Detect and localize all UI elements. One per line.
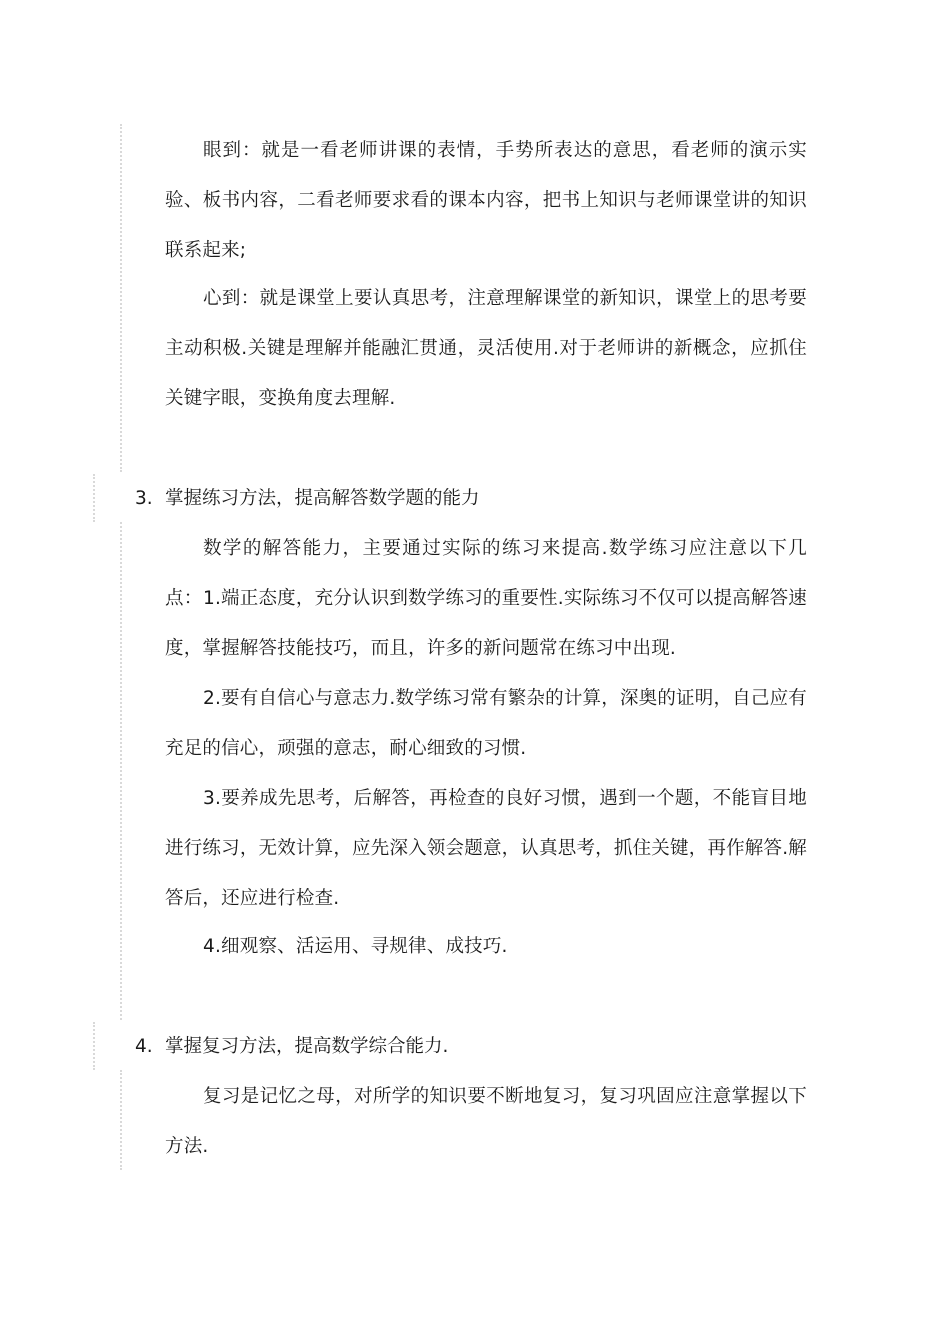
list-number: 3. xyxy=(135,488,153,509)
quote-bar xyxy=(120,522,122,1020)
quote-bar xyxy=(120,1070,122,1170)
paragraph-intro: 数学的解答能力，主要通过实际的练习来提高.数学练习应注意以下几点： xyxy=(165,538,807,609)
list-bar xyxy=(93,474,95,522)
section-heading-3 xyxy=(135,474,480,524)
paragraph-point-3: 3.要养成先思考，后解答，再检查的良好习惯，遇到一个题，不能盲目地进行练习，无效计算，应先深入领会题意，认真思考，抓住关键，再作解答.解答后，还应进行检查. xyxy=(165,788,807,909)
paragraph-eyes: 眼到：就是一看老师讲课的表情，手势所表达的意思，看老师的演示实验、板书内容，二看老师要求看的课本内容，把书上知识与老师课堂讲的知识联系起来; xyxy=(165,140,807,261)
paragraph-heart: 心到：就是课堂上要认真思考，注意理解课堂的新知识，课堂上的思考要主动积极.关键是理解并能融汇贯通，灵活使用.对于老师讲的新概念，应抓住关键字眼，变换角度去理解. xyxy=(165,288,807,409)
paragraph-point-4: 4.细观察、活运用、寻规律、成技巧. xyxy=(203,936,508,957)
paragraph-review: 复习是记忆之母，对所学的知识要不断地复习，复习巩固应注意掌握以下方法. xyxy=(165,1086,807,1157)
section-heading-4 xyxy=(135,1022,448,1072)
paragraph-point-2: 2.要有自信心与意志力.数学练习常有繁杂的计算，深奥的证明，自己应有充足的信心，顽强的意志，耐心细致的习惯. xyxy=(165,688,807,759)
list-bar xyxy=(93,1022,95,1070)
section-title: 掌握复习方法，提高数学综合能力. xyxy=(165,1036,449,1057)
paragraph-point-1: 1.端正态度，充分认识到数学练习的重要性.实际练习不仅可以提高解答速度，掌握解答技能技巧，而且，许多的新问题常在练习中出现. xyxy=(165,588,807,659)
list-number: 4. xyxy=(135,1036,153,1057)
quote-bar xyxy=(120,124,122,472)
section-title: 掌握练习方法，提高解答数学题的能力 xyxy=(165,488,480,509)
